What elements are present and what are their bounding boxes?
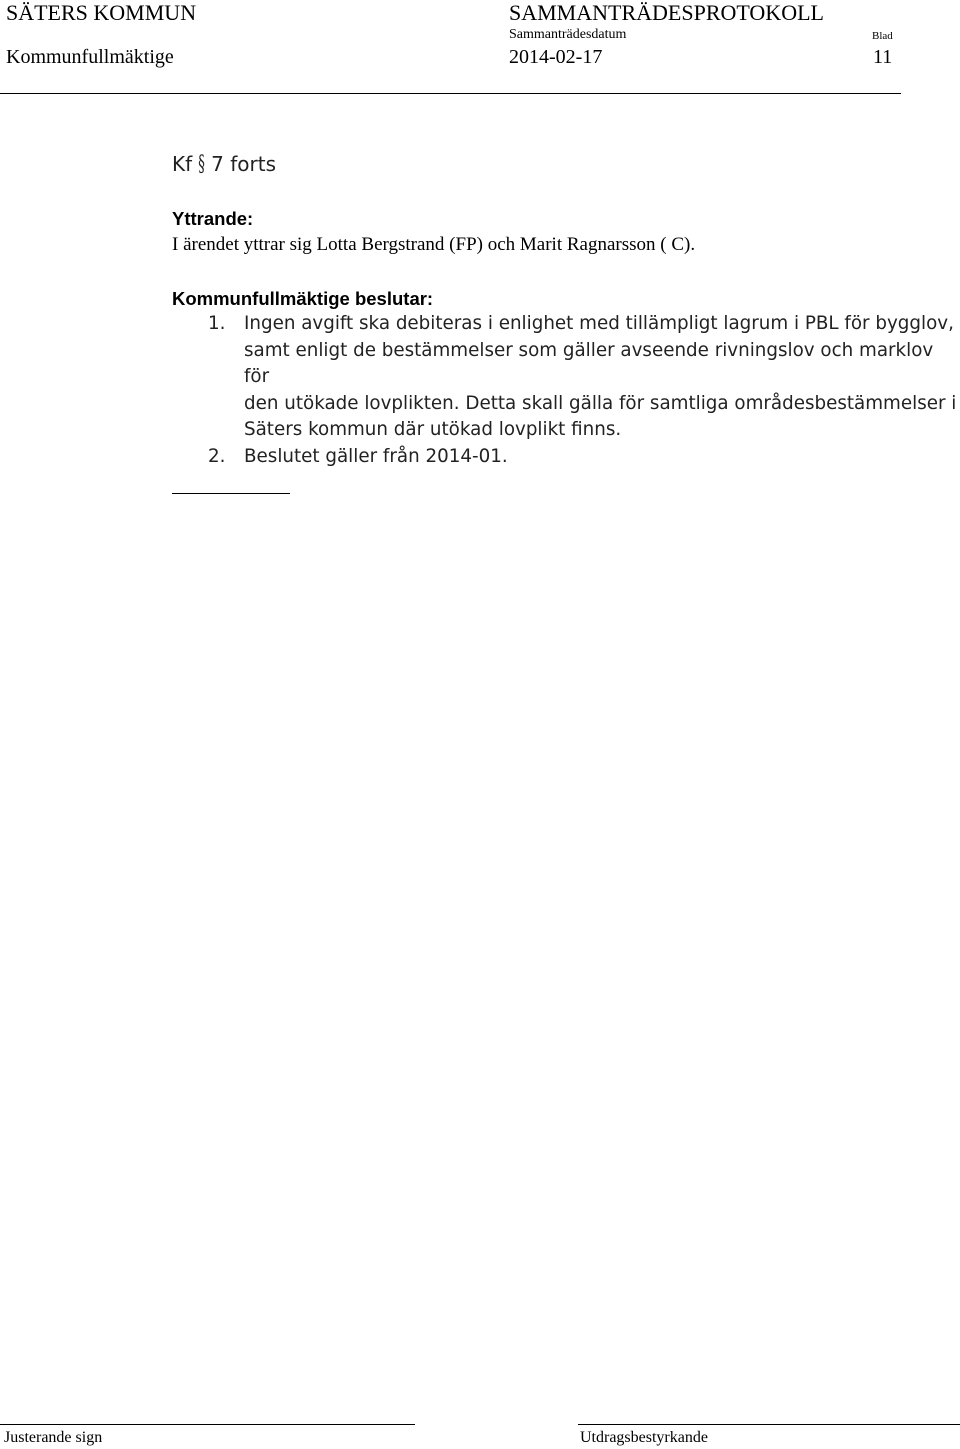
signature-line-left <box>0 1424 415 1425</box>
header-divider <box>0 93 901 94</box>
date-label: Sammanträdesdatum <box>509 27 627 42</box>
section-suffix: 7 forts <box>211 152 276 176</box>
section-sign: § <box>198 152 205 177</box>
decision-item-number: 1. <box>208 313 226 334</box>
assembly-name: Kommunfullmäktige <box>6 46 174 68</box>
footer-extract-certification-label: Utdragsbestyrkande <box>580 1429 708 1446</box>
section-prefix: Kf <box>172 152 193 176</box>
decision-line: den utökade lovplikten. Detta skall gälla för samtliga områdesbestämmelser i <box>244 392 957 414</box>
section-end-line <box>172 493 290 494</box>
footer-adjuster-signature-label: Justerande sign <box>4 1429 103 1446</box>
decision-item <box>172 444 960 471</box>
signature-line-right <box>578 1424 960 1425</box>
yttrande-text: I ärendet yttrar sig Lotta Bergstrand (FP) och Marit Ragnarsson ( C). <box>172 234 696 255</box>
decision-list <box>172 311 960 470</box>
page-label: Blad <box>872 30 893 42</box>
section-reference <box>172 152 276 177</box>
decision-line: Ingen avgift ska debiteras i enlighet med tillämpligt lagrum i PBL för bygglov, <box>244 313 954 334</box>
decision-item-number: 2. <box>208 445 226 467</box>
decision-line: samt enligt de bestämmelser som gäller avseende rivningslov och marklov för <box>244 339 934 387</box>
decision-line: Säters kommun där utökad lovplikt finns. <box>244 419 622 440</box>
yttrande-heading: Yttrande: <box>172 208 254 229</box>
decision-line: Beslutet gäller från 2014-01. <box>244 445 508 467</box>
meeting-date: 2014-02-17 <box>509 46 603 68</box>
decision-heading: Kommunfullmäktige beslutar: <box>172 288 434 309</box>
organization-name: SÄTERS KOMMUN <box>6 0 197 25</box>
document-type: SAMMANTRÄDESPROTOKOLL <box>509 0 824 25</box>
decision-item <box>172 311 960 444</box>
page-number: 11 <box>873 46 893 68</box>
